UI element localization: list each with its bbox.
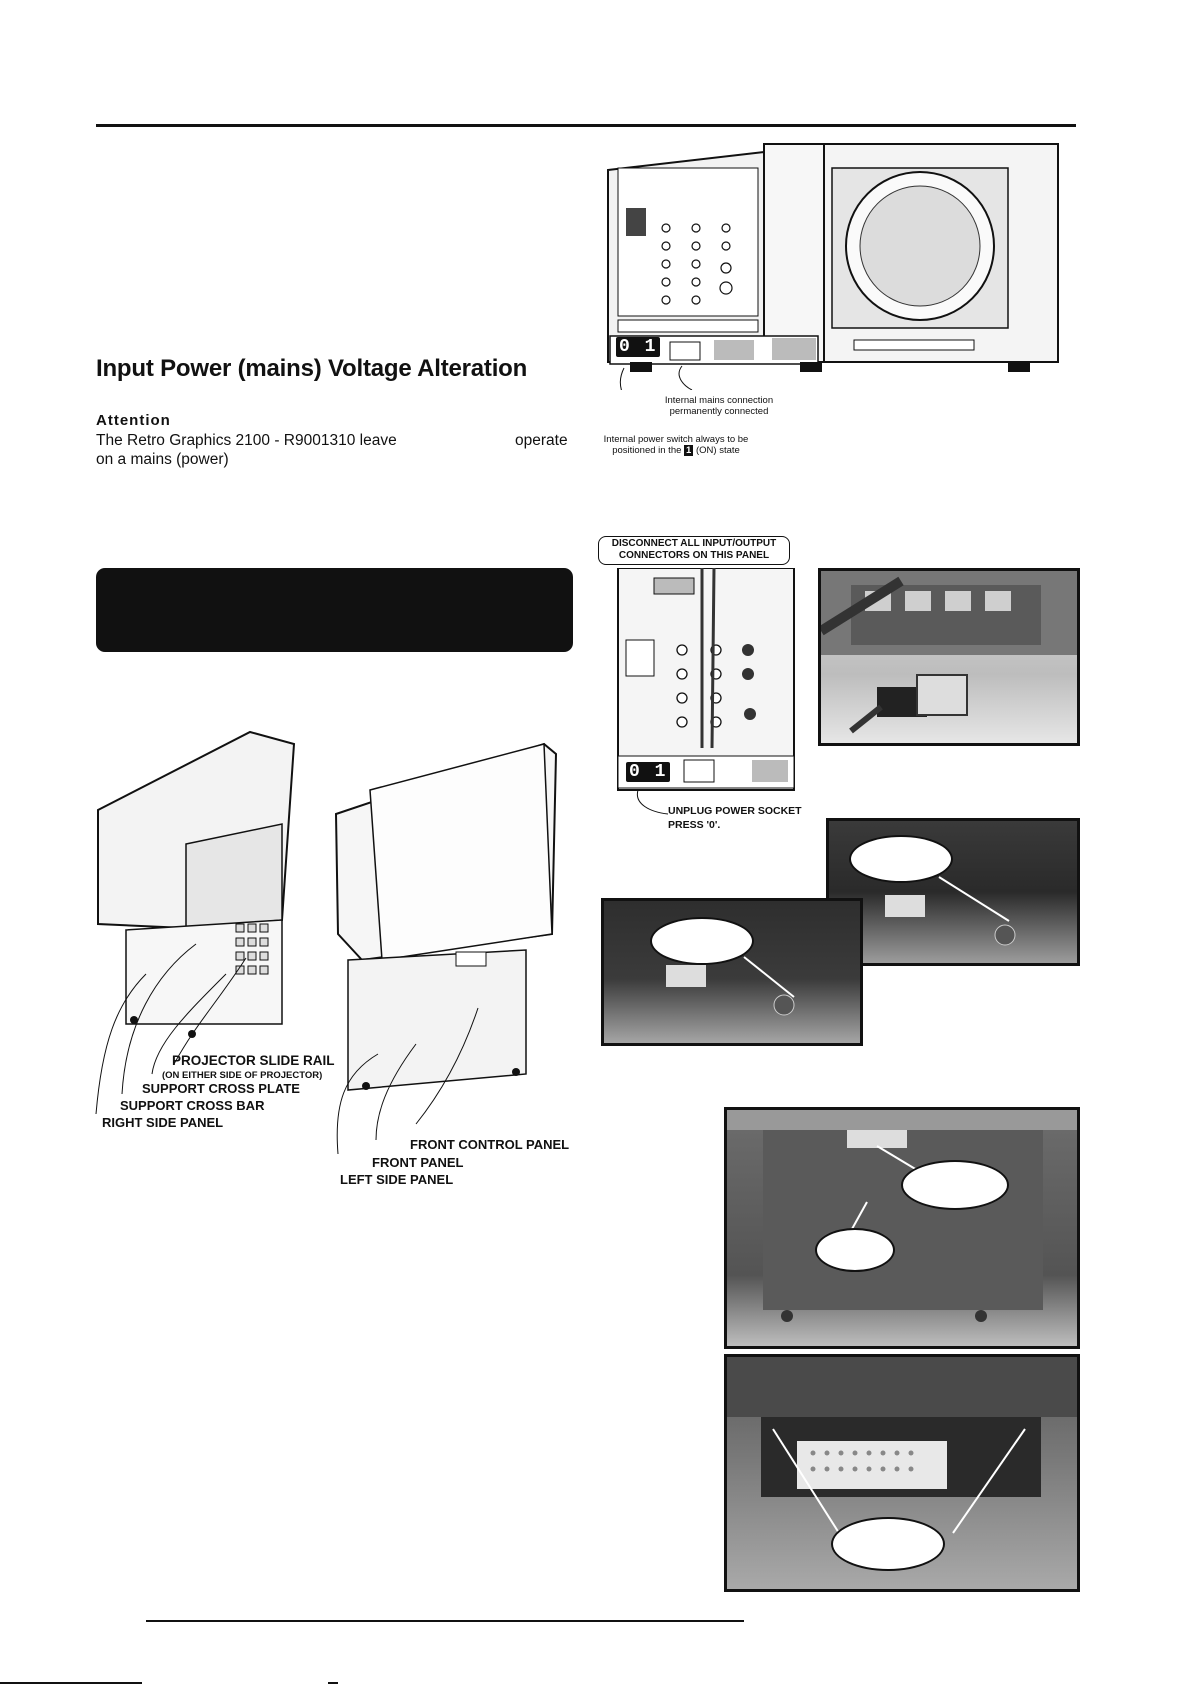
label-front-panel: FRONT PANEL [372,1155,464,1170]
front-panel-photo [724,1107,1080,1349]
cabinet-diagram [86,724,578,1194]
switch-note [596,434,756,456]
attention-label: Attention [96,412,171,429]
power-plug-photo [818,568,1080,746]
disconnect-line1: DISCONNECT ALL INPUT/OUTPUT [611,538,777,549]
label-left-side-panel: LEFT SIDE PANEL [340,1172,454,1187]
power-plug-drawing [821,571,1077,743]
footer-mark-left [0,1682,142,1684]
control-panel-callout-oval [831,1517,945,1571]
front-panel-callout-oval-a [901,1160,1009,1210]
projector-rear-drawing [604,140,1074,390]
switch-note-line2 [596,445,756,456]
unplug-line1: UNPLUG POWER SOCKET [668,805,802,817]
panel-power-switch: 0 1 [626,762,670,782]
connector-panel-diagram [598,536,803,836]
switch-note-suffix: (ON) state [695,445,740,456]
attention-text-line1: The Retro Graphics 2100 - R9001310 leave [96,432,397,449]
mains-note-line2: permanently connected [669,406,769,417]
attention-text-line2: on a mains (power) [96,451,229,468]
disconnect-line2: CONNECTORS ON THIS PANEL [618,550,770,561]
footer-mark-mid [328,1682,338,1684]
attention-text-line1-tail: operate [515,432,568,449]
label-cross-bar: SUPPORT CROSS BAR [120,1098,265,1113]
on-state-glyph: 1 [686,445,692,456]
section-title: Input Power (mains) Voltage Alteration [96,355,528,382]
rear-power-switch: 0 1 [616,337,660,357]
label-cross-plate: SUPPORT CROSS PLATE [142,1081,300,1096]
projector-rear-diagram [604,140,1074,390]
label-slide-rail-note: (ON EITHER SIDE OF PROJECTOR) [162,1070,323,1081]
footer-rule [146,1620,744,1622]
unplug-note [668,804,802,832]
connector-panel-drawing [598,568,803,828]
caster-photo-right [826,818,1080,966]
header-rule [96,124,1076,127]
front-panel-drawing [727,1110,1077,1346]
caster-right-drawing [829,821,1077,963]
switch-note-prefix: positioned in the [612,445,682,456]
unplug-line2: PRESS '0'. [668,819,721,831]
warning-box [96,568,573,652]
disconnect-callout [598,536,790,565]
label-right-side-panel: RIGHT SIDE PANEL [102,1115,224,1130]
control-panel-photo [724,1354,1080,1592]
switch-note-line1: Internal power switch always to be [603,434,749,445]
caster-photo-left [601,898,863,1046]
mains-note [644,395,794,417]
front-panel-callout-oval-b [815,1228,895,1272]
mains-note-line1: Internal mains connection [664,395,774,406]
label-front-control-panel: FRONT CONTROL PANEL [410,1137,570,1152]
label-slide-rail: PROJECTOR SLIDE RAIL [172,1053,335,1068]
caster-left-drawing [604,901,860,1043]
